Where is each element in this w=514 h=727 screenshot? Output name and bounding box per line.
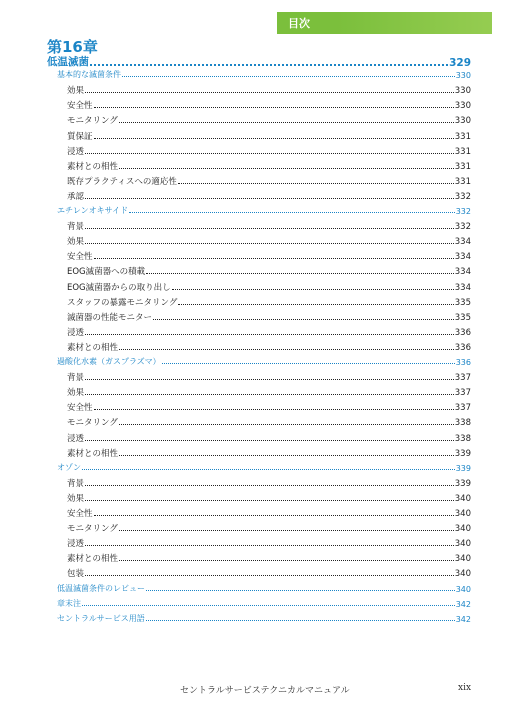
- toc-entry[interactable]: [67, 281, 471, 293]
- dot-leader: [85, 484, 454, 486]
- toc-entry-page: 332: [454, 191, 471, 202]
- dot-leader: [178, 303, 453, 305]
- dot-leader: [85, 544, 454, 546]
- toc-entry-page: 330: [454, 101, 471, 112]
- toc-entry-page: 332: [455, 207, 471, 216]
- toc-entry[interactable]: [67, 477, 471, 489]
- dot-leader: [85, 393, 454, 395]
- dot-leader: [153, 318, 454, 320]
- toc-entry-label: 素材との相性: [67, 342, 119, 353]
- dot-leader: [94, 514, 454, 516]
- dot-leader: [122, 75, 455, 77]
- toc-entry-label: EOG滅菌器からの取り出し: [67, 282, 171, 293]
- toc-entry-label: 安全性: [67, 101, 93, 112]
- toc-entry-label: 滅菌器の性能モニター: [67, 312, 153, 323]
- toc-entry-page: 342: [455, 599, 471, 609]
- toc-entry-page: 340: [455, 584, 471, 594]
- dot-leader: [85, 499, 454, 501]
- toc-entry-page: 340: [454, 554, 471, 565]
- toc-entry-page: 330: [455, 71, 471, 81]
- toc-entry[interactable]: [67, 220, 471, 232]
- toc-entry-page: 336: [454, 327, 471, 338]
- toc-entry-page: 335: [454, 312, 471, 323]
- toc-entry-label: 効果: [67, 493, 85, 504]
- toc-entry-page: 329: [449, 57, 471, 69]
- dot-leader: [85, 439, 454, 441]
- toc-entry[interactable]: [57, 462, 471, 473]
- toc-entry-page: 331: [454, 161, 471, 172]
- dot-leader: [82, 468, 455, 470]
- dot-leader: [85, 574, 454, 576]
- toc-entry-label: EOG滅菌器への積載: [67, 267, 146, 278]
- dot-leader: [172, 288, 454, 290]
- dot-leader: [178, 182, 454, 184]
- toc-entry[interactable]: [57, 205, 471, 216]
- toc-entry-page: 338: [454, 418, 471, 429]
- toc-entry-page: 339: [455, 463, 471, 473]
- toc-entry-label: 章末注: [57, 598, 81, 608]
- toc-entry-page: 331: [454, 176, 471, 187]
- toc-entry-page: 332: [454, 222, 471, 233]
- toc-entry-label: 低温滅菌条件のレビュー: [57, 583, 145, 593]
- toc-entry[interactable]: [67, 235, 471, 247]
- toc-entry[interactable]: [57, 613, 471, 624]
- toc-entry-page: 336: [455, 358, 471, 367]
- toc-entry-label: モニタリング: [67, 524, 118, 535]
- dot-leader: [119, 559, 454, 561]
- toc-entry[interactable]: [57, 69, 471, 80]
- toc-entry-page: 334: [454, 252, 471, 263]
- toc-entry-label: 安全性: [67, 403, 93, 414]
- toc-entry-label: セントラルサービス用語: [57, 613, 145, 623]
- toc-entry-label: 背景: [67, 373, 85, 384]
- header-bar: [277, 12, 492, 34]
- toc-entry-label: 浸透: [67, 539, 85, 550]
- toc-entry-label: 低温滅菌: [47, 56, 89, 68]
- toc-entry[interactable]: [67, 296, 471, 308]
- toc-entry[interactable]: [67, 114, 471, 126]
- toc-entry-page: 340: [454, 539, 471, 550]
- toc-entry-page: 334: [454, 282, 471, 293]
- toc-entry-label: 浸透: [67, 146, 85, 157]
- toc-entry-label: 承認: [67, 191, 85, 202]
- toc-entry-page: 340: [454, 524, 471, 535]
- toc-entry-label: 基本的な滅菌条件: [57, 70, 121, 80]
- toc-entry[interactable]: [57, 598, 471, 609]
- toc-entry-page: 334: [454, 237, 471, 248]
- toc-entry-page: 335: [454, 297, 471, 308]
- toc-entry[interactable]: [67, 552, 471, 564]
- dot-leader: [94, 137, 454, 139]
- toc-entry-page: 339: [454, 448, 471, 459]
- dot-leader: [85, 333, 454, 335]
- toc-entry[interactable]: [67, 386, 471, 398]
- toc-entry-page: 340: [454, 509, 471, 519]
- toc-entry-label: 効果: [67, 86, 85, 97]
- dot-leader: [119, 454, 454, 456]
- toc-entry[interactable]: [67, 265, 471, 277]
- toc-entry-label: 素材との相性: [67, 161, 119, 172]
- toc-entry-page: 337: [454, 403, 471, 414]
- toc-entry-label: 過酸化水素（ガスプラズマ）: [57, 357, 161, 366]
- toc-entry[interactable]: [67, 567, 471, 579]
- toc-entry[interactable]: [67, 160, 471, 172]
- toc-entry-page: 337: [454, 388, 471, 399]
- toc-entry-label: 包装: [67, 569, 85, 580]
- toc-entry-label: 背景: [67, 478, 85, 489]
- toc-entry[interactable]: [67, 416, 471, 428]
- toc-entry-label: スタッフの暴露モニタリング: [67, 297, 178, 308]
- toc-entry-page: 336: [454, 342, 471, 353]
- toc-entry[interactable]: [67, 371, 471, 383]
- dot-leader: [119, 348, 454, 350]
- toc-entry-label: 効果: [67, 237, 85, 248]
- toc-entry[interactable]: [67, 145, 471, 157]
- dot-leader: [85, 91, 454, 93]
- toc-entry[interactable]: [67, 175, 471, 187]
- dot-leader: [94, 106, 454, 108]
- toc-entry-page: 330: [454, 86, 471, 97]
- footer-title: セントラルサービステクニカルマニュアル: [180, 686, 350, 696]
- chapter-title: 第16章: [47, 38, 98, 56]
- dot-leader: [146, 272, 454, 274]
- toc-entry-page: 330: [454, 116, 471, 127]
- toc-entry-page: 338: [454, 433, 471, 444]
- toc-entry[interactable]: [67, 250, 471, 262]
- toc-entry-label: 背景: [67, 222, 85, 233]
- dot-leader: [119, 529, 454, 531]
- toc-entry[interactable]: [67, 432, 471, 444]
- toc-entry-label: モニタリング: [67, 116, 118, 127]
- dot-leader: [94, 257, 454, 259]
- toc-entry[interactable]: [67, 537, 471, 549]
- toc-entry-label: 浸透: [67, 327, 85, 338]
- dot-leader: [94, 408, 454, 410]
- toc-entry[interactable]: [57, 583, 471, 594]
- toc-entry-label: オゾン: [57, 462, 81, 472]
- toc-entry-label: 素材との相性: [67, 554, 119, 565]
- dot-leader: [146, 589, 455, 591]
- toc-entry-page: 342: [455, 614, 471, 624]
- toc-entry-label: モニタリング: [67, 418, 118, 429]
- toc-entry[interactable]: [67, 507, 471, 519]
- toc-entry[interactable]: [67, 130, 471, 142]
- toc-entry[interactable]: [67, 190, 471, 202]
- dot-leader: [85, 378, 454, 380]
- dot-leader: [129, 211, 455, 213]
- toc-entry-label: 素材との相性: [67, 448, 119, 459]
- toc-entry[interactable]: [67, 326, 471, 338]
- toc-entry-page: 340: [454, 569, 471, 580]
- toc-entry-label: 質保証: [67, 131, 93, 142]
- toc-entry-label: エチレンオキサイド: [57, 206, 129, 215]
- toc-entry[interactable]: [67, 341, 471, 353]
- dot-leader: [85, 197, 454, 199]
- header-gradient: [337, 12, 492, 34]
- toc-entry-page: 331: [454, 131, 471, 142]
- toc-entry[interactable]: [67, 447, 471, 459]
- toc-entry-page: 339: [454, 478, 471, 489]
- toc-entry[interactable]: [67, 401, 471, 413]
- dot-leader: [90, 63, 448, 66]
- dot-leader: [146, 619, 455, 621]
- toc-entry-label: 浸透: [67, 433, 85, 444]
- toc-entry[interactable]: [67, 522, 471, 534]
- toc-entry-label: 安全性: [67, 509, 93, 519]
- toc-entry[interactable]: [67, 311, 471, 323]
- toc-entry-label: 既存プラクティスへの適応性: [67, 176, 177, 187]
- toc-entry-page: 340: [454, 493, 471, 504]
- toc-entry[interactable]: [47, 54, 471, 69]
- dot-leader: [85, 227, 454, 229]
- dot-leader: [85, 152, 454, 154]
- footer-page-number: xix: [458, 683, 472, 693]
- dot-leader: [162, 362, 455, 364]
- toc-entry-page: 331: [454, 146, 471, 157]
- toc-entry-label: 効果: [67, 388, 85, 399]
- toc-entry[interactable]: [67, 99, 471, 111]
- toc-entry-page: 337: [454, 373, 471, 384]
- header-title: 目次: [288, 17, 310, 30]
- toc-entry[interactable]: [57, 356, 471, 367]
- dot-leader: [119, 121, 454, 123]
- dot-leader: [82, 604, 455, 606]
- dot-leader: [85, 242, 454, 244]
- toc-entry-label: 安全性: [67, 252, 93, 263]
- toc-entry[interactable]: [67, 492, 471, 504]
- toc-entry-page: 334: [454, 267, 471, 278]
- dot-leader: [119, 167, 454, 169]
- toc-entry[interactable]: [67, 84, 471, 96]
- dot-leader: [119, 423, 454, 425]
